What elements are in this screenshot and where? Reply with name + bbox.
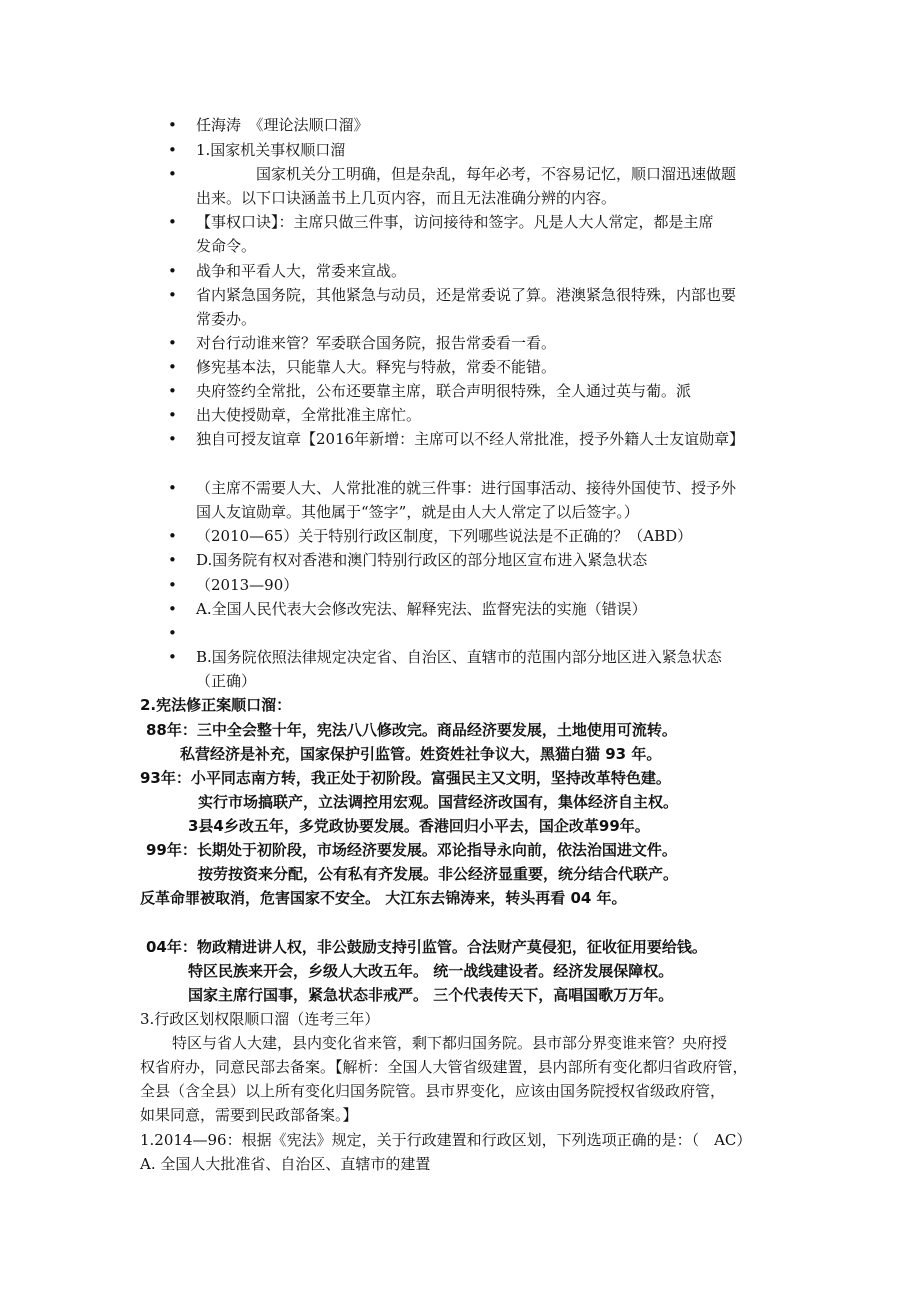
bullet-dot: • [168, 551, 177, 569]
bullet-dot: • [168, 141, 177, 159]
paragraph-line: 特区与省人大建，县内变化省来管，剩下都归国务院。县市部分界变谁来管？央府授 [172, 1034, 728, 1052]
paragraph-line: 如果同意，需要到民政部备案。】 [140, 1106, 358, 1124]
list-item: 央府签约全常批，公布还要靠主席，联合声明很特殊，全人通过英与葡。派 [196, 382, 692, 400]
answer-option: A. 全国人大批准省、自治区、直辖市的建置 [140, 1155, 431, 1173]
bullet-dot: • [168, 382, 177, 400]
bullet-dot: • [168, 286, 177, 304]
verse-line: 私营经济是补充，国家保护引监管。姓资姓社争议大，黑猫白猫 93 年。 [180, 745, 662, 763]
bullet-dot: • [168, 430, 177, 448]
list-item: （主席不需要人大、人常批准的就三件事：进行国事活动、接待外国使节、授予外 [196, 479, 737, 497]
bullet-dot: • [168, 527, 177, 545]
list-item: 对台行动谁来管？军委联合国务院，报告常委看一看。 [196, 334, 557, 352]
list-item: 独自可授友谊章【2016年新增：主席可以不经人常批准，授予外籍人士友谊勋章】 [196, 430, 745, 448]
list-item: （2013—90） [196, 576, 299, 594]
bullet-dot: • [168, 600, 177, 618]
bullet-dot: • [168, 406, 177, 424]
verse-line: 特区民族来开会，乡级人大改五年。 统一战线建设者。经济发展保障权。 [188, 962, 674, 980]
list-item: 任海涛 《理论法顺口溜》 [196, 116, 369, 134]
verse-line: 88年：三中全会整十年，宪法八八修改完。商品经济要发展，土地使用可流转。 [146, 721, 677, 739]
list-item: B.国务院依照法律规定决定省、自治区、直辖市的范围内部分地区进入紧急状态 [196, 648, 722, 666]
bullet-dot: • [168, 262, 177, 280]
list-item: 出大使授勋章，全常批准主席忙。 [196, 406, 422, 424]
list-item: 战争和平看人大，常委来宣战。 [196, 262, 407, 280]
bullet-dot: • [168, 116, 177, 134]
section-heading: 3.行政区划权限顺口溜（连考三年） [140, 1010, 380, 1028]
bullet-dot: • [168, 624, 177, 642]
list-item: 【事权口诀】：主席只做三件事，访问接待和签字。凡是人大人常定，都是主席 [196, 213, 714, 231]
bullet-dot: • [168, 479, 177, 497]
bullet-dot: • [168, 648, 177, 666]
list-item: A.全国人民代表大会修改宪法、解释宪法、监督宪法的实施（错误） [196, 600, 647, 618]
list-item: 1.国家机关事权顺口溜 [196, 141, 346, 159]
list-item-continuation: 常委办。 [196, 310, 257, 328]
section-heading: 2.宪法修正案顺口溜： [140, 696, 292, 714]
bullet-dot: • [168, 165, 177, 183]
bullet-dot: • [168, 334, 177, 352]
verse-line: 反革命罪被取消，危害国家不安全。 大江东去锦涛来，转头再看 04 年。 [140, 889, 627, 907]
verse-line: 按劳按资来分配，公有私有齐发展。非公经济显重要，统分结合代联产。 [198, 865, 679, 883]
paragraph-line: 全县（含全县）以上所有变化归国务院管。县市界变化，应该由国务院授权省级政府管， [140, 1082, 726, 1100]
verse-line: 国家主席行国事，紧急状态非戒严。 三个代表传天下，高唱国歌万万年。 [188, 986, 674, 1004]
bullet-dot: • [168, 358, 177, 376]
verse-line: 93年：小平同志南方转，我正处于初阶段。富强民主又文明，坚持改革特色建。 [140, 769, 671, 787]
list-item: 修宪基本法，只能靠人大。释宪与特赦，常委不能错。 [196, 358, 557, 376]
question-line: 1.2014—96：根据《宪法》规定，关于行政建置和行政区划，下列选项正确的是：（ AC） [140, 1131, 752, 1149]
bullet-dot: • [168, 576, 177, 594]
list-item: 国家机关分工明确，但是杂乱，每年必考，不容易记忆，顺口溜迅速做题 [196, 165, 737, 183]
bullet-dot: • [168, 213, 177, 231]
list-item-continuation: 国人友谊勋章。其他属于“签字”，就是由人大人常定了以后签字。） [196, 503, 639, 521]
paragraph-line: 权省府办，同意民部去备案。【解析：全国人大管省级建置，县内部所有变化都归省政府管， [140, 1058, 748, 1076]
verse-line: 99年：长期处于初阶段，市场经济要发展。邓论指导永向前，依法治国进文件。 [146, 841, 677, 859]
verse-line: 实行市场搞联产，立法调控用宏观。国营经济改国有，集体经济自主权。 [198, 793, 679, 811]
list-item-continuation: 出来。以下口诀涵盖书上几页内容，而且无法准确分辨的内容。 [196, 189, 617, 207]
verse-line: 3县4乡改五年，多党政协要发展。香港回归小平去，国企改革99年。 [188, 817, 650, 835]
list-item-continuation: 发命令。 [196, 237, 257, 255]
list-item-continuation: （正确） [196, 672, 257, 690]
list-item: （2010—65）关于特别行政区制度，下列哪些说法是不正确的？（ABD） [196, 527, 693, 545]
list-item: 省内紧急国务院，其他紧急与动员，还是常委说了算。港澳紧急很特殊，内部也要 [196, 286, 737, 304]
list-item: D.国务院有权对香港和澳门特别行政区的部分地区宣布进入紧急状态 [196, 551, 648, 569]
verse-line: 04年：物政精进讲人权，非公鼓励支持引监管。合法财产莫侵犯，征收征用要给钱。 [146, 938, 707, 956]
